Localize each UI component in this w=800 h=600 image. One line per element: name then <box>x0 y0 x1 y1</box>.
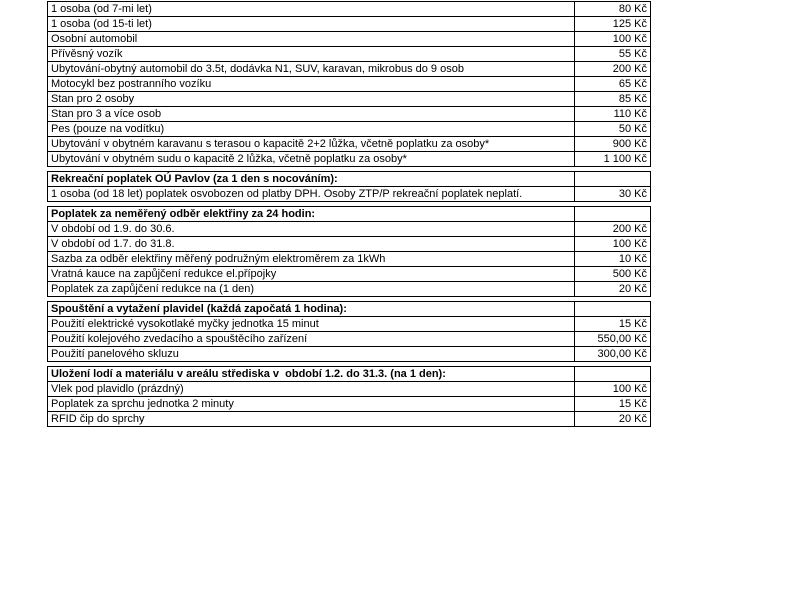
item-price: 200 Kč <box>575 222 651 237</box>
item-label: 1 osoba (od 7-mi let) <box>48 2 575 17</box>
table-row <box>48 77 651 92</box>
item-label: RFID čip do sprchy <box>48 412 575 427</box>
item-label: Motocykl bez postranního vozíku <box>48 77 575 92</box>
item-price: 110 Kč <box>575 107 651 122</box>
item-price: 55 Kč <box>575 47 651 62</box>
section-header: Spouštění a vytažení plavidel (každá započatá 1 hodina): <box>48 302 575 317</box>
item-label: Ubytování v obytném karavanu s terasou o kapacitě 2+2 lůžka, včetně poplatku za osoby* <box>48 137 575 152</box>
item-label: Přívěsný vozík <box>48 47 575 62</box>
table-row <box>48 107 651 122</box>
table-row <box>48 267 651 282</box>
item-label: V období od 1.7. do 31.8. <box>48 237 575 252</box>
item-label: Pes (pouze na vodítku) <box>48 122 575 137</box>
item-price: 20 Kč <box>575 282 651 297</box>
section-header: Poplatek za neměřený odběr elektřiny za 24 hodin: <box>48 207 575 222</box>
item-price: 80 Kč <box>575 2 651 17</box>
table-row <box>48 222 651 237</box>
item-label: V období od 1.9. do 30.6. <box>48 222 575 237</box>
section-header-row <box>48 172 651 187</box>
table-row <box>48 237 651 252</box>
item-price: 100 Kč <box>575 237 651 252</box>
item-price: 100 Kč <box>575 32 651 47</box>
table-row <box>48 282 651 297</box>
item-label: Vlek pod plavidlo (prázdný) <box>48 382 575 397</box>
item-label: Stan pro 3 a více osob <box>48 107 575 122</box>
table-row <box>48 187 651 202</box>
item-label: Poplatek za sprchu jednotka 2 minuty <box>48 397 575 412</box>
section-header-price-empty <box>575 367 651 382</box>
item-price: 125 Kč <box>575 17 651 32</box>
price-section <box>47 171 651 202</box>
item-label: Ubytování-obytný automobil do 3.5t, dodávka N1, SUV, karavan, mikrobus do 9 osob <box>48 62 575 77</box>
section-header-row <box>48 207 651 222</box>
table-row <box>48 382 651 397</box>
table-row <box>48 397 651 412</box>
section-header-price-empty <box>575 207 651 222</box>
item-price: 15 Kč <box>575 317 651 332</box>
item-label: Ubytování v obytném sudu o kapacitě 2 lůžka, včetně poplatku za osoby* <box>48 152 575 167</box>
table-row <box>48 47 651 62</box>
table-row <box>48 2 651 17</box>
item-price: 100 Kč <box>575 382 651 397</box>
item-label: Sazba za odběr elektřiny měřený podružným elektroměrem za 1kWh <box>48 252 575 267</box>
price-section <box>47 301 651 362</box>
item-price: 15 Kč <box>575 397 651 412</box>
item-label: 1 osoba (od 18 let) poplatek osvobozen od platby DPH. Osoby ZTP/P rekreační poplatek neplatí. <box>48 187 575 202</box>
item-label: Použití kolejového zvedacího a spouštěcího zařízení <box>48 332 575 347</box>
table-row <box>48 62 651 77</box>
item-price: 30 Kč <box>575 187 651 202</box>
item-label: Použití panelového skluzu <box>48 347 575 362</box>
item-price: 200 Kč <box>575 62 651 77</box>
table-row <box>48 332 651 347</box>
item-label: Použití elektrické vysokotlaké myčky jednotka 15 minut <box>48 317 575 332</box>
table-row <box>48 412 651 427</box>
table-row <box>48 137 651 152</box>
item-price: 50 Kč <box>575 122 651 137</box>
price-section <box>47 206 651 297</box>
price-section <box>47 1 651 167</box>
table-row <box>48 122 651 137</box>
section-header: Uložení lodí a materiálu v areálu střediska v období 1.2. do 31.3. (na 1 den): <box>48 367 575 382</box>
section-header: Rekreační poplatek OÚ Pavlov (za 1 den s nocováním): <box>48 172 575 187</box>
item-label: Stan pro 2 osoby <box>48 92 575 107</box>
table-row <box>48 17 651 32</box>
table-row <box>48 252 651 267</box>
item-price: 900 Kč <box>575 137 651 152</box>
item-price: 1 100 Kč <box>575 152 651 167</box>
item-price: 550,00 Kč <box>575 332 651 347</box>
table-row <box>48 152 651 167</box>
table-row <box>48 92 651 107</box>
item-label: Osobní automobil <box>48 32 575 47</box>
item-label: 1 osoba (od 15-ti let) <box>48 17 575 32</box>
item-label: Poplatek za zapůjčení redukce na (1 den) <box>48 282 575 297</box>
section-header-price-empty <box>575 172 651 187</box>
item-price: 85 Kč <box>575 92 651 107</box>
section-header-price-empty <box>575 302 651 317</box>
item-price: 500 Kč <box>575 267 651 282</box>
section-header-row <box>48 302 651 317</box>
price-list <box>47 1 651 431</box>
item-price: 300,00 Kč <box>575 347 651 362</box>
item-label: Vratná kauce na zapůjčení redukce el.přípojky <box>48 267 575 282</box>
item-price: 65 Kč <box>575 77 651 92</box>
table-row <box>48 347 651 362</box>
item-price: 10 Kč <box>575 252 651 267</box>
item-price: 20 Kč <box>575 412 651 427</box>
table-row <box>48 317 651 332</box>
section-header-row <box>48 367 651 382</box>
table-row <box>48 32 651 47</box>
price-section <box>47 366 651 427</box>
